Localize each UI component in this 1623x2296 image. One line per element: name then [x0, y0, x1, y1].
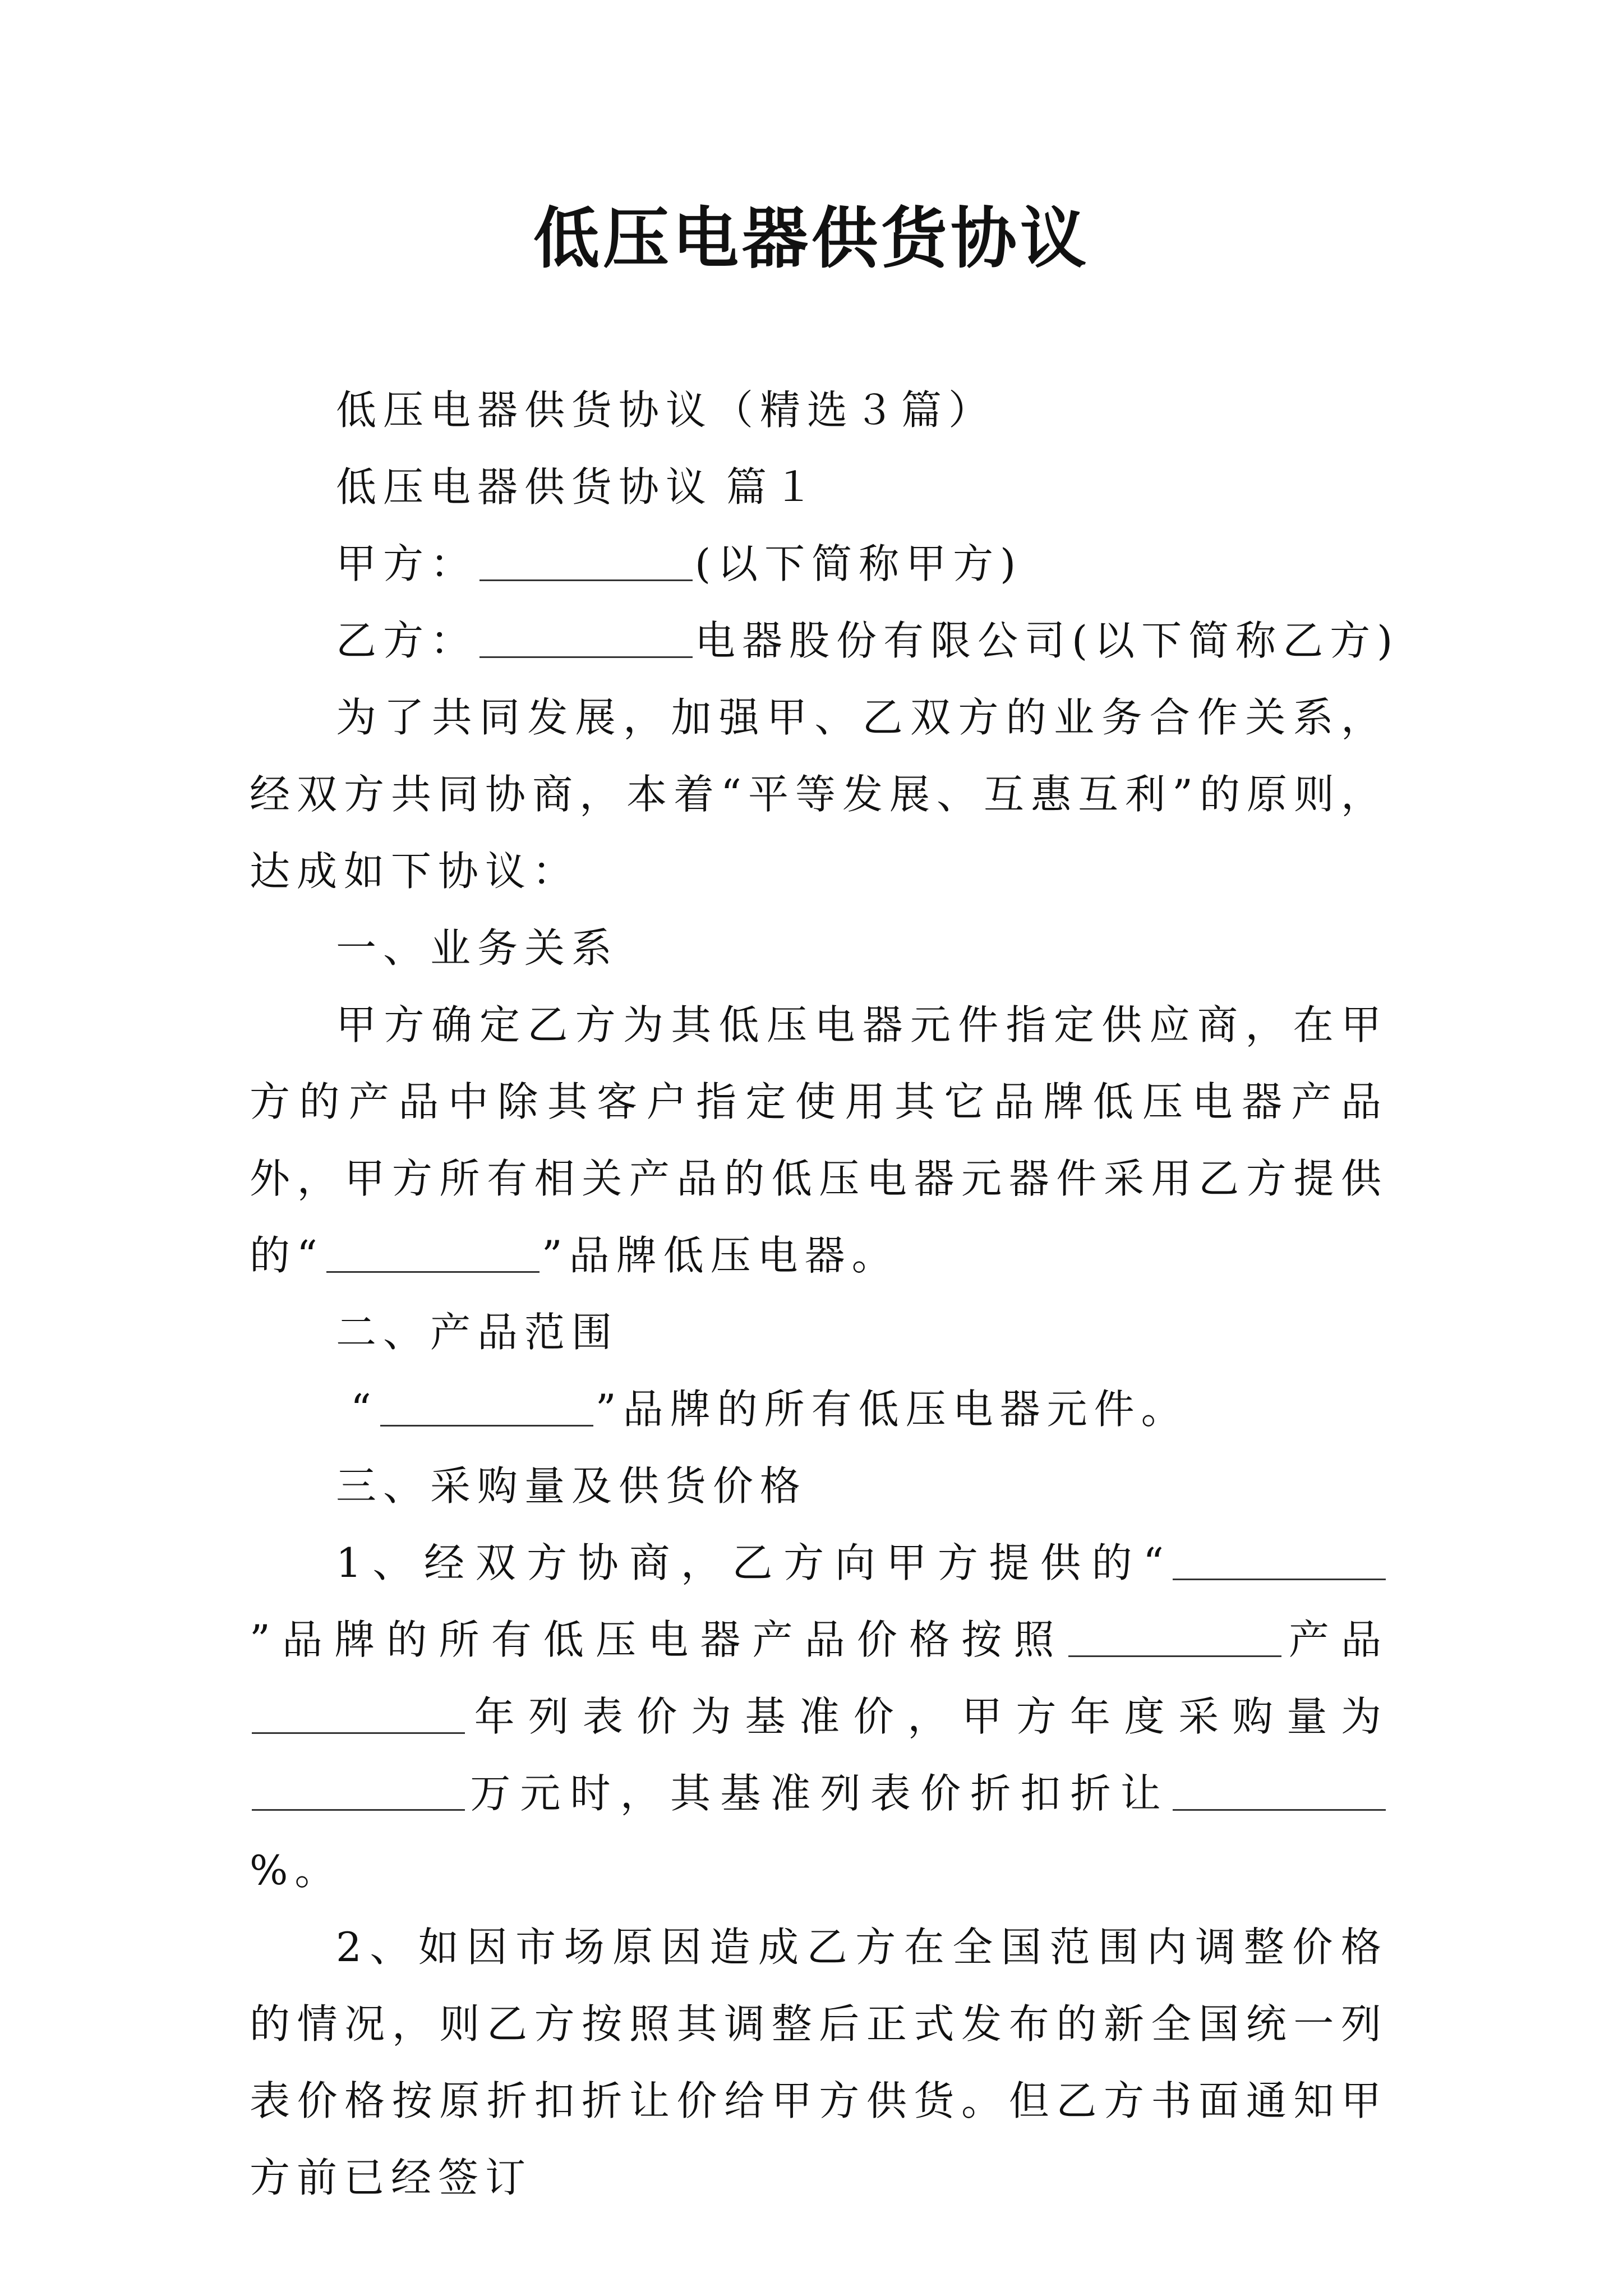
document-body — [250, 372, 1400, 2216]
party-b-blank — [479, 622, 693, 658]
party-b-suffix: 电器股份有限公司(以下简称乙方) — [695, 617, 1400, 664]
item-1-discount-blank — [1173, 1774, 1386, 1811]
item-1-year-blank — [252, 1697, 465, 1734]
section-3-item-2: 2、如因市场原因造成乙方在全国范围内调整价格的情况，则乙方按照其调整后正式发布的新全国统一列表价格按原折扣折让价给甲方供货。但乙方书面通知甲方前已经签订 — [250, 1924, 1388, 2201]
party-a-blank — [479, 545, 693, 581]
item-1-part-6: %。 — [250, 1847, 342, 1894]
item-1-amount-blank — [252, 1774, 465, 1811]
item-1-product-blank — [1068, 1621, 1281, 1657]
section-2-brand-blank — [380, 1390, 593, 1427]
section-2-paragraph — [250, 1371, 1388, 1448]
document-title: 低压电器供货协议 — [533, 199, 1090, 277]
party-b-label: 乙方： — [336, 617, 478, 664]
subtitle: 低压电器供货协议（精选３篇） — [336, 386, 996, 434]
intro-paragraph: 为了共同发展，加强甲、乙双方的业务合作关系，经双方共同协商，本着“平等发展、互惠互利”的原则，达成如下协议： — [250, 694, 1388, 895]
section-2-open-quote: “ — [351, 1386, 378, 1433]
section-1-heading: 一、业务关系 — [336, 924, 619, 972]
chapter-label: 篇１ — [726, 463, 821, 510]
section-2-text-after: ”品牌的所有低压电器元件。 — [595, 1386, 1188, 1433]
brand-blank — [326, 1236, 540, 1273]
section-1-text-before: 甲方确定乙方为其低压电器元件指定供应商，在甲方的产品中除其客户指定使用其它品牌低压电器产品外，甲方所有相关产品的低压电器元器件采用乙方提供的“ — [250, 1001, 1388, 1279]
chapter-name: 低压电器供货协议 — [336, 463, 713, 510]
section-3-item-1 — [250, 1525, 1388, 1909]
section-2-heading: 二、产品范围 — [336, 1309, 619, 1356]
party-b-line — [250, 602, 1400, 679]
chapter-heading — [250, 449, 1388, 526]
party-a-line — [250, 526, 1388, 602]
section-3-heading: 三、采购量及供货价格 — [336, 1462, 808, 1510]
party-a-suffix: (以下简称甲方) — [695, 540, 1023, 587]
item-1-part-3: 产品 — [1283, 1616, 1388, 1663]
party-a-label: 甲方： — [336, 540, 478, 587]
item-1-brand-blank — [1173, 1544, 1386, 1580]
item-1-part-5: 万元时，其基准列表价折扣折让 — [467, 1770, 1170, 1817]
item-1-part-4: 年列表价为基准价，甲方年度采购量为 — [467, 1693, 1388, 1740]
item-1-part-1: 1、经双方协商，乙方向甲方提供的“ — [336, 1539, 1170, 1586]
section-1-paragraph — [250, 987, 1388, 1294]
item-1-part-2: ”品牌的所有低压电器产品价格按照 — [250, 1616, 1066, 1663]
section-1-text-after: ”品牌低压电器。 — [541, 1232, 899, 1279]
